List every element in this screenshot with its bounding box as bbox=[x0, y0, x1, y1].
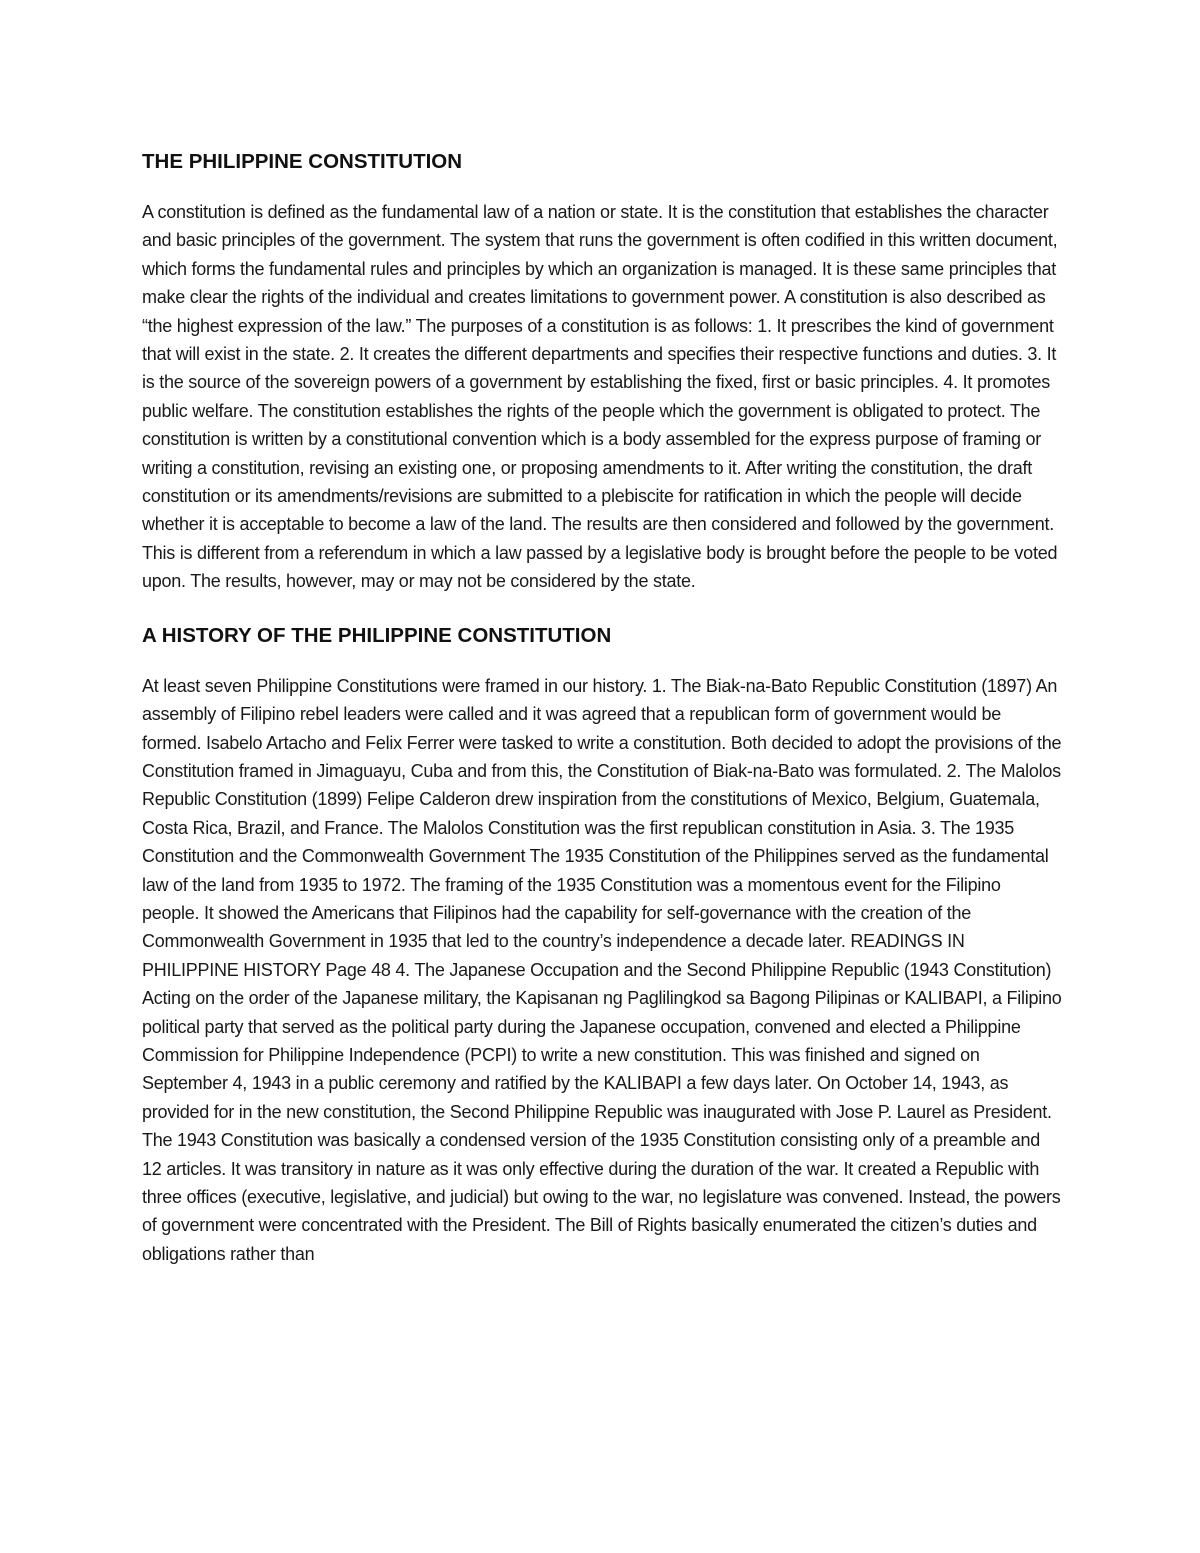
history-paragraph: At least seven Philippine Constitutions were framed in our history. 1. The Biak-na-Bato Republic Constitution (1897) An assembly of Filipino rebel leaders were called and it was agreed that a republican form of government would be formed. Isabelo Artacho and Felix Ferrer were tasked to write a constitution. Both decided to adopt the provisions of the Constitution framed in Jimaguayu, Cuba and from this, the Constitution of Biak-na-Bato was formulated. 2. The Malolos Republic Constitution (1899) Felipe Calderon drew inspiration from the constitutions of Mexico, Belgium, Guatemala, Costa Rica, Brazil, and France. The Malolos Constitution was the first republican constitution in Asia. 3. The 1935 Constitution and the Commonwealth Government The 1935 Constitution of the Philippines served as the fundamental law of the land from 1935 to 1972. The framing of the 1935 Constitution was a momentous event for the Filipino people. It showed the Americans that Filipinos had the capability for self-governance with the creation of the Commonwealth Government in 1935 that led to the country’s independence a decade later. READINGS IN PHILIPPINE HISTORY Page 48 4. The Japanese Occupation and the Second Philippine Republic (1943 Constitution) Acting on the order of the Japanese military, the Kapisanan ng Paglilingkod sa Bagong Pilipinas or KALIBAPI, a Filipino political party that served as the political party during the Japanese occupation, convened and elected a Philippine Commission for Philippine Independence (PCPI) to write a new constitution. This was finished and signed on September 4, 1943 in a public ceremony and ratified by the KALIBAPI a few days later. On October 14, 1943, as provided for in the new constitution, the Second Philippine Republic was inaugurated with Jose P. Laurel as President. The 1943 Constitution was basically a condensed version of the 1935 Constitution consisting only of a preamble and 12 articles. It was transitory in nature as it was only effective during the duration of the war. It created a Republic with three offices (executive, legislative, and judicial) but owing to the war, no legislature was convened. Instead, the powers of government were concentrated with the President. The Bill of Rights basically enumerated the citizen’s duties and obligations rather than bbox=[142, 675, 1062, 1264]
document-page bbox=[142, 140, 1062, 1268]
intro-paragraph: A constitution is defined as the fundamental law of a nation or state. It is the constitution that establishes the character and basic principles of the government. The system that runs the government is often codified in this written document, which forms the fundamental rules and principles by which an organization is managed. It is these same principles that make clear the rights of the individual and creates limitations to government power. A constitution is also described as “the highest expression of the law.” The purposes of a constitution is as follows: 1. It prescribes the kind of government that will exist in the state. 2. It creates the different departments and specifies their respective functions and duties. 3. It is the source of the sovereign powers of a government by establishing the fixed, first or basic principles. 4. It promotes public welfare. The constitution establishes the rights of the people which the government is obligated to protect. The constitution is written by a constitutional convention which is a body assembled for the express purpose of framing or writing a constitution, revising an existing one, or proposing amendments to it. After writing the constitution, the draft constitution or its amendments/revisions are submitted to a plebiscite for ratification in which the people will decide whether it is acceptable to become a law of the land. The results are then considered and followed by the government. This is different from a referendum in which a law passed by a legislative body is brought before the people to be voted upon. The results, however, may or may not be considered by the state. bbox=[142, 202, 1058, 592]
document-title: THE PHILIPPINE CONSTITUTION bbox=[142, 150, 463, 173]
history-heading: A HISTORY OF THE PHILIPPINE CONSTITUTION bbox=[142, 623, 612, 647]
